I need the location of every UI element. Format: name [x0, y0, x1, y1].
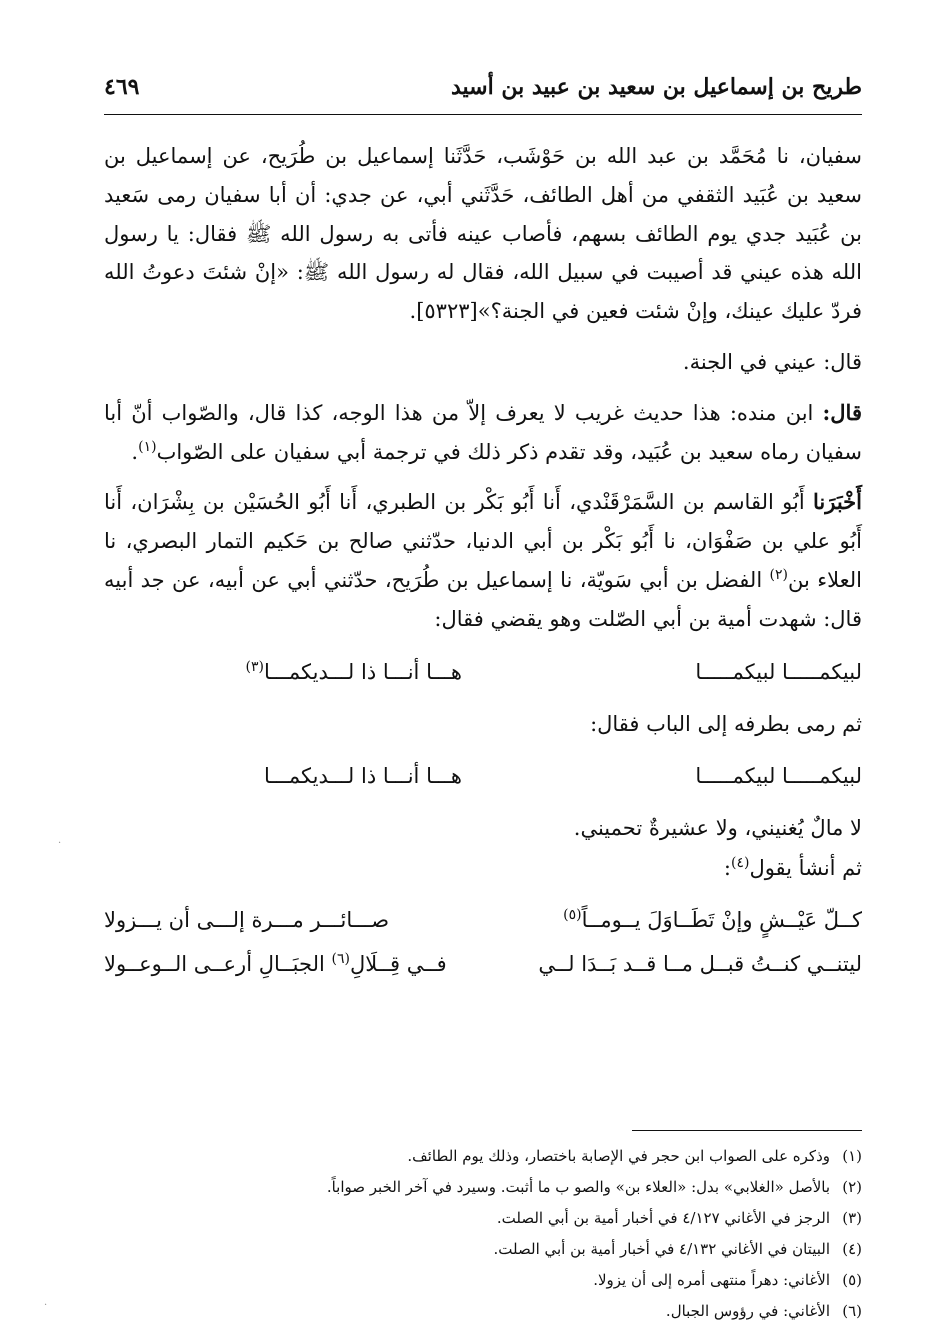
- verse-hemistich-first: لبيكمـــــا لبيكمـــــا: [695, 659, 862, 684]
- footnote-text: الأغاني: دهراً منتهى أمره إلى أن يزولا.: [593, 1271, 830, 1289]
- body-text: [104, 137, 862, 983]
- paragraph-end-mark: .: [131, 439, 139, 464]
- running-header: [104, 70, 862, 115]
- page-number: ٤٦٩: [104, 74, 140, 100]
- verse-1: [104, 653, 862, 691]
- footnote-list: [104, 1141, 862, 1327]
- verse-3: [104, 901, 862, 939]
- paragraph-hadith: [104, 137, 862, 331]
- verse-hemistich-first: لبيكمـــــا لبيكمـــــا: [695, 763, 862, 788]
- footnote-text: الرجز في الأغاني ٤/١٢٧ في أخبار أمية بن أبي الصلت.: [496, 1209, 830, 1227]
- verse-hemistich-text: هـــا أنـــا ذا لـــديكمـــا: [264, 659, 462, 684]
- footnote-number: (٦): [842, 1302, 862, 1320]
- paragraph-ibn-mandah: [104, 394, 862, 472]
- footnote-number: (١): [842, 1147, 862, 1165]
- verse-hemistich-text: فــي قِــلَالِ: [349, 951, 447, 976]
- paragraph-isnad: [104, 483, 862, 638]
- footnote-number: (٣): [842, 1209, 862, 1227]
- narration-colon: :: [723, 855, 731, 880]
- footnote-item: [104, 1296, 862, 1327]
- verse-hemistich-first: [563, 901, 862, 939]
- book-page: [104, 70, 862, 1320]
- paragraph-reply-text: قال: عيني في الجنة.: [682, 349, 862, 374]
- footnote-number: (٤): [842, 1240, 862, 1258]
- footnote-item: [104, 1203, 862, 1234]
- footnote-ref-3: (٣): [245, 658, 264, 675]
- verse-hemistich-second: [246, 653, 462, 691]
- paragraph-isnad-text-a: أَبُو القاسم بن السَّمَرْقَنْدي، أَنا أَبُو بَكْر بن الطبري، أَنا أَبُو الحُسَيْن بن بِشْرَان، أَنا أَبُو علي بن صَفْوَان، نا أَبُو بَكْر بن أبي الدنيا، حدّثني صالح بن حَكيم التمار البصري، نا العلاء بن: [104, 490, 862, 592]
- verse-hemistich-second: صـــائـــر مـــرة إلـــى أن يـــزولا: [104, 907, 390, 932]
- footnote-text: الأغاني: في رؤوس الجبال.: [665, 1302, 830, 1320]
- narration-line: [104, 849, 862, 887]
- footnote-ref-1: (١): [138, 438, 157, 455]
- verse-hemistich-second: [104, 945, 447, 983]
- paragraph-hadith-text: سفيان، نا مُحَمَّد بن عبد الله بن حَوْشَب، حَدَّثَنا إسماعيل بن طُرَيح، عن إسماعيل بن سعيد بن عُبَيد الثقفي من أهل الطائف، حَدَّثَني أبي، عن جدي: أن أبا سفيان رمى سَعيد بن عُبَيد جدي يوم الطائف بسهم، فأصاب عينه فأتى به رسول الله ﷺ فقال: يا رسول الله هذه عيني قد أصيبت في سبيل الله، فقال له رسول الله ﷺ: «إنْ شئتَ دعوتُ الله فردّ عليك عينك، وإنْ شئت فعين في الجنة؟»[٥٣٢٣].: [104, 144, 862, 324]
- footnote-text: البيتان في الأغاني ٤/١٣٢ في أخبار أمية بن أبي الصلت.: [493, 1240, 830, 1258]
- footnote-number: (٢): [842, 1178, 862, 1196]
- footnote-ref-2: (٢): [769, 566, 789, 583]
- running-title: طريح بن إسماعيل بن سعيد بن عبيد بن أسيد: [450, 74, 862, 100]
- footnote-ref-4: (٤): [730, 854, 750, 871]
- paragraph-label: أَخْبَرَنا: [813, 489, 862, 515]
- paragraph-label: قال:: [822, 399, 862, 425]
- verse-hemistich-text: كــلّ عَيْــشٍ وإنْ تَطَــاوَلَ يــومــاً: [581, 907, 862, 932]
- footnote-item: [104, 1265, 862, 1296]
- footnote-item: [104, 1172, 862, 1203]
- footnote-item: [104, 1234, 862, 1265]
- verse-hemistich-second: هـــا أنـــا ذا لـــديكمـــا: [264, 763, 462, 788]
- narration-line: لا مالٌ يُغنيني، ولا عشيرةٌ تحميني.: [573, 815, 862, 840]
- footnote-text: وذكره على الصواب ابن حجر في الإصابة باختصار، وذلك يوم الطائف.: [407, 1147, 830, 1165]
- scan-speck: ·: [58, 838, 62, 849]
- footnote-text: بالأصل «الغلابي» بدل: «العلاء بن» والصو ب ما أثبت. وسيرد في آخر الخبر صواباً.: [326, 1178, 830, 1196]
- scan-speck: ·: [44, 1300, 48, 1311]
- footnote-item: [104, 1141, 862, 1172]
- verse-4: [104, 945, 862, 983]
- footnotes: [104, 1100, 862, 1327]
- paragraph-isnad-text-b: الفضل بن أبي سَويّة، نا إسماعيل بن طُرَيح، حدّثني أبي عن أبيه، عن جد أبيه قال: شهدت أمية بن أبي الصّلت وهو يقضي فقال:: [104, 567, 862, 631]
- paragraph-reply: [104, 343, 862, 382]
- verse-hemistich-first: ليتنــي كنــتُ قبــل مــا قــد بَــدَا لــي: [538, 951, 862, 976]
- narration-text: ثم أنشأ يقول: [749, 855, 862, 880]
- verse-2: [104, 757, 862, 795]
- paragraph-ibn-mandah-text: ابن منده: هذا حديث غريب لا يعرف إلاّ من هذا الوجه، كذا قال، والصّواب أنّ أبا سفيان رماه سعيد بن عُبَيد، وقد تقدم ذكر ذلك في ترجمة أبي سفيان على الصّواب: [104, 400, 862, 464]
- narration-line: ثم رمى بطرفه إلى الباب فقال:: [590, 711, 862, 736]
- footnote-ref-6: (٦): [331, 950, 350, 967]
- footnote-number: (٥): [842, 1271, 862, 1289]
- footnote-divider: [632, 1130, 862, 1131]
- verse-hemistich-text: الجبَــالِ أرعــى الــوعــولا: [104, 951, 325, 976]
- footnote-ref-5: (٥): [563, 906, 582, 923]
